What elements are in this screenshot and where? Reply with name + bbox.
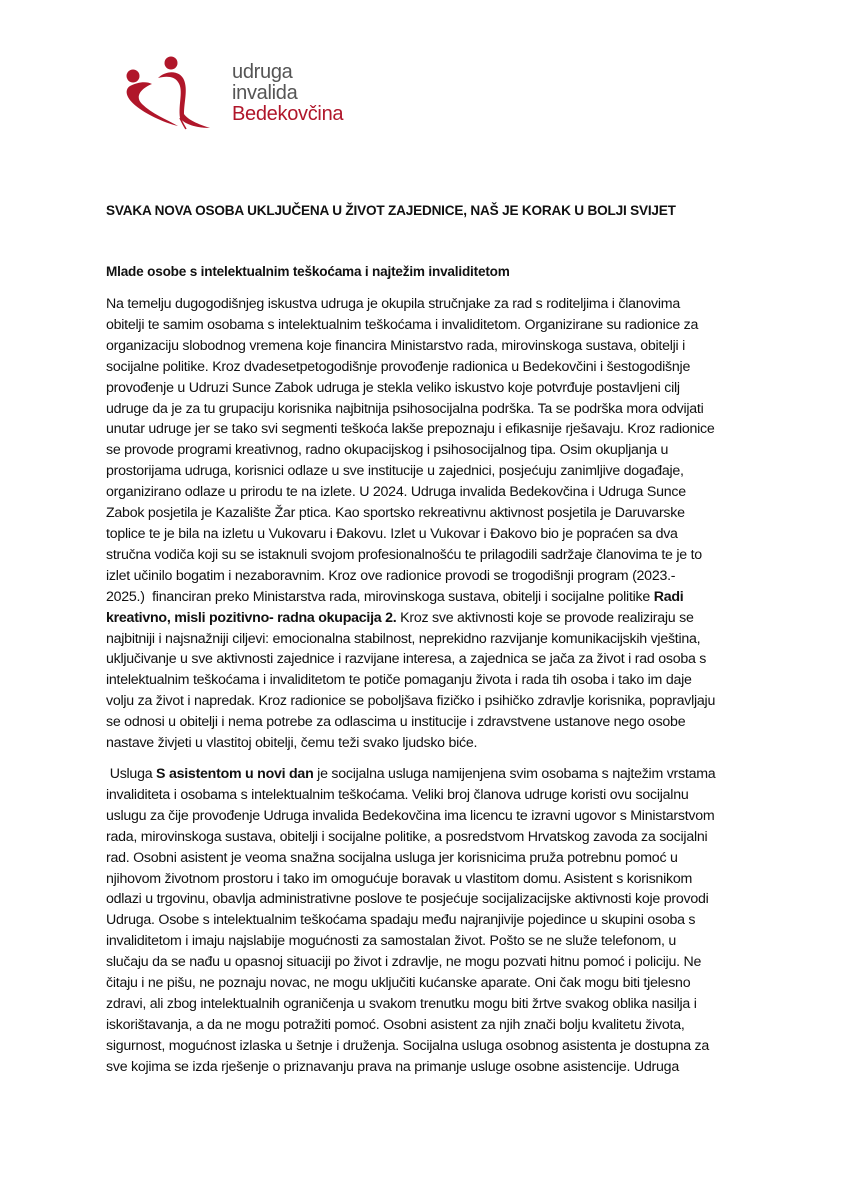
text-line: zdravi, ali zbog intelektualnih ograničenja u svakom trenutku mogu biti žrtve svakog oblika nasilja i bbox=[106, 995, 697, 1012]
text-line bbox=[106, 764, 746, 785]
text-run: 2025.) financiran preko Ministarstva rada, mirovinskoga sustava, obitelji i socijalne politike bbox=[106, 588, 654, 605]
text-line: unutar udruge jer se tako svi segmenti teškoća lakše prepoznaju i efikasnije rješavaju. Kroz radionice bbox=[106, 421, 715, 438]
text-line: Na temelju dugogodišnjeg iskustva udruga je okupila stručnjake za rad s roditeljima i članovima bbox=[106, 296, 681, 312]
logo-text-line1: udruga bbox=[232, 61, 293, 83]
text-line: socijalne politike. Kroz dvadesetpetogodišnje provođenje radionica u Bedekovčini i šestogodišnje bbox=[106, 358, 691, 375]
text-run: Kroz sve aktivnosti koje se provode realiziraju se bbox=[396, 609, 694, 626]
section-heading: Mlade osobe s intelektualnim teškoćama i najtežim invaliditetom bbox=[106, 264, 510, 279]
text-run: je socijalna usluga namijenjena svim osobama s najtežim vrstama bbox=[313, 766, 716, 782]
text-line: organizirano odlaze u prirodu te na izlete. U 2024. Udruga invalida Bedekovčina i Udruga Sunce bbox=[106, 484, 686, 501]
text-line: Udruga. Osobe s intelektualnim teškoćama spadaju među najranjivije pojedince u skupini osoba s bbox=[106, 912, 696, 929]
text-line: invaliditeta i osobama s intelektualnim teškoćama. Veliki broj članova udruge koristi ovu socijalnu bbox=[106, 786, 689, 803]
text-line: sigurnost, mogućnost izlaska u šetnje i druženja. Socijalna usluga osobnog asistenta je dostupna za bbox=[106, 1037, 710, 1054]
document-title: SVAKA NOVA OSOBA UKLJUČENA U ŽIVOT ZAJEDNICE, NAŠ JE KORAK U BOLJI SVIJET bbox=[106, 203, 676, 218]
text-line: intelektualnim teškoćama i invaliditetom te potiče pomaganju života i rada tih osoba i tako im daje bbox=[106, 672, 692, 689]
logo-text-line2: invalida bbox=[232, 82, 298, 104]
text-line: volju za život i napredak. Kroz radionice se poboljšava fizičko i psihičko zdravlje korisnika, popravljaju bbox=[106, 693, 716, 710]
text-run: Usluga bbox=[106, 766, 157, 782]
service-name-bold: S asistentom u novi dan bbox=[156, 766, 314, 782]
text-line: najbitniji i najsnažniji ciljevi: emocionalna stabilnost, neprekidno razvijanje komunikacijskih vještina, bbox=[106, 630, 701, 647]
program-name-bold: kreativno, misli pozitivno- radna okupacija 2. bbox=[106, 609, 397, 626]
text-line: odlazi u trgovinu, obavlja administrativne poslove te posjećuje socijalizacijske aktivnosti koje provodi bbox=[106, 891, 709, 908]
program-name-bold: Radi bbox=[653, 588, 684, 605]
text-line: se provode programi kreativnog, radno okupacijskog i psihosocijalnog tipa. Osim okupljanja u bbox=[106, 442, 669, 459]
heart-people-logo-icon bbox=[118, 56, 218, 132]
text-line: njihovom životnom prostoru i tako im omogućuje boravak u vlastitom domu. Asistent s korisnikom bbox=[106, 870, 693, 887]
text-line: uključivanje u sve aktivnosti zajednice i razvijane interesa, a zajednica se jača za život i rad osoba s bbox=[106, 651, 707, 668]
text-line: stručna vodiča koji su se istaknuli svojom profesionalnošću te prilagodili sadržaje članovima te je to bbox=[106, 546, 702, 563]
text-line: izlet učinilo bogatim i nezaboravnim. Kroz ove radionice provodi se trogodišnji program (2023.- bbox=[106, 567, 676, 584]
text-line: udruge da je za tu grupaciju korisnika najbitnija psihosocijalna podrška. Ta se podrška mora odvijati bbox=[106, 400, 704, 417]
text-line: nastave živjeti u vlastitoj obitelji, čemu teži svako ljudsko biće. bbox=[106, 735, 478, 752]
text-line: se odnosi u obitelji i nema potrebe za odlascima u institucije i zdravstvene ustanove nego osobe bbox=[106, 714, 686, 731]
text-line: rada, mirovinskoga sustava, obitelji i socijalne politike, a posredstvom Hrvatskog zavoda za socijalni bbox=[106, 828, 708, 845]
text-line: sve kojima se izda rješenje o priznavanju prava na primanje usluge osobne asistencije. Udruga bbox=[106, 1058, 679, 1075]
text-line: prostorijama udruga, korisnici odlaze u sve institucije u zajednici, posjećuju zanimljive događaje, bbox=[106, 463, 684, 480]
paragraph-workshops bbox=[106, 294, 746, 754]
text-line: Zabok posjetila je Kazalište Žar ptica. Kao sportsko rekreativnu aktivnost posjetila je Daruvarske bbox=[106, 505, 685, 522]
logo-text-line3: Bedekovčina bbox=[232, 103, 344, 125]
text-line: slučaju da se nađu u opasnoj situaciji po život i zdravlje, ne mogu pozvati hitnu pomoć i policiju. Ne bbox=[106, 954, 702, 971]
text-line: organizaciju slobodnog vremena koje financira Ministarstvo rada, mirovinskoga sustava, obitelji i bbox=[106, 337, 686, 354]
text-line: uslugu za čije provođenje Udruga invalida Bedekovčina ima licencu te izravni ugovor s Ministarstvom bbox=[106, 807, 715, 824]
organization-logo bbox=[118, 56, 378, 136]
text-line: rad. Osobni asistent je veoma snažna socijalna usluga jer korisnicima pruža potrebnu pomoć u bbox=[106, 849, 678, 866]
paragraph-personal-assistant bbox=[106, 764, 746, 1078]
logo-wordmark bbox=[232, 62, 343, 125]
text-line: invaliditetom i imaju najslabije mogućnosti za samostalan život. Pošto se ne služe telefonom, u bbox=[106, 933, 677, 950]
text-line: provođenje u Udruzi Sunce Zabok udruga je stekla veliko iskustvo koje potvrđuje postavljeni cilj bbox=[106, 379, 680, 396]
text-line bbox=[106, 608, 746, 629]
text-line bbox=[106, 587, 746, 608]
text-line: toplice te je bila na izletu u Vukovaru i Đakovu. Izlet u Vukovar i Đakovo bio je popraćen sa dva bbox=[106, 525, 678, 542]
text-line: obitelji te samim osobama s intelektualnim teškoćama i invaliditetom. Organizirane su radionice za bbox=[106, 316, 699, 333]
text-line: čitaju i ne pišu, ne poznaju novac, ne mogu uključiti kućanske aparate. Oni čak mogu biti tjelesno bbox=[106, 975, 691, 992]
text-line: iskorištavanja, a da ne mogu potražiti pomoć. Osobni asistent za njih znači bolju kvalitetu života, bbox=[106, 1016, 685, 1033]
